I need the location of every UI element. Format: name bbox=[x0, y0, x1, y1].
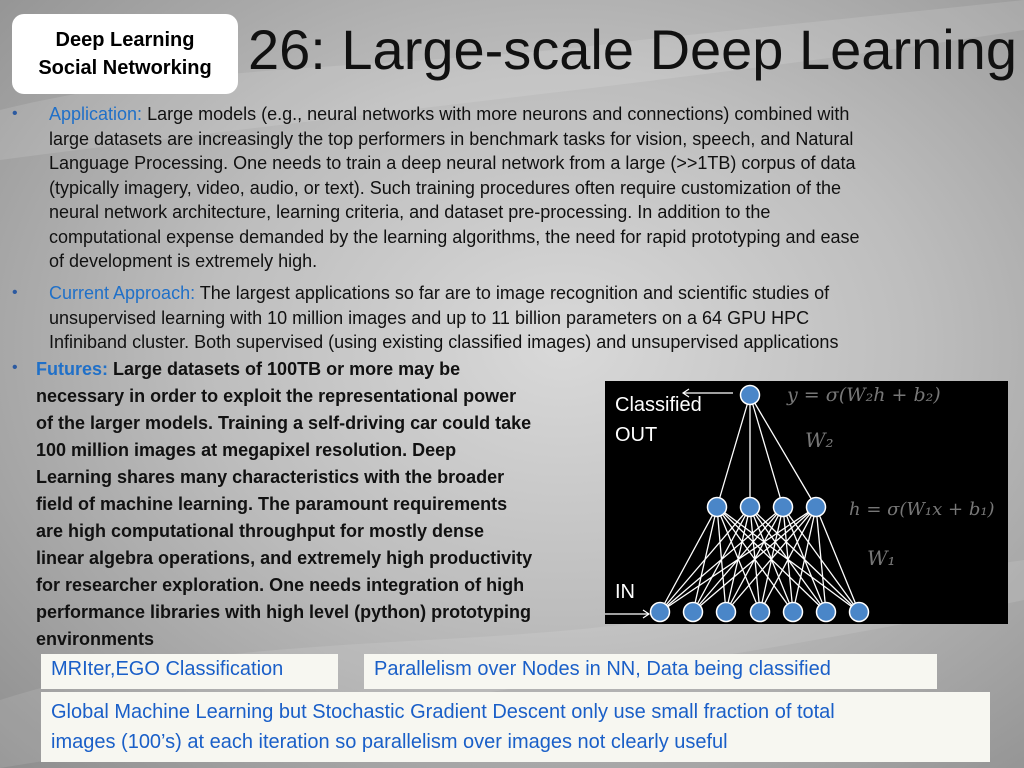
futures-bullet bbox=[36, 356, 606, 653]
current-line-3: Infiniband cluster. Both supervised (using existing classified images) and unsupervised applications bbox=[49, 332, 839, 352]
nn-connection bbox=[750, 395, 783, 507]
current-approach-label: Current Approach: bbox=[49, 283, 196, 303]
nn-connection bbox=[750, 507, 859, 612]
futures-line-3: of the larger models. Training a self-driving car could take bbox=[36, 413, 532, 433]
futures-line-8: linear algebra operations, and extremely high productivity bbox=[36, 548, 533, 568]
output-node bbox=[741, 386, 760, 405]
hidden-node bbox=[807, 498, 826, 517]
application-line-7: of development is extremely high. bbox=[49, 251, 318, 271]
futures-line-10: performance libraries with high level (python) prototyping bbox=[36, 602, 532, 622]
application-label: Application: bbox=[49, 104, 143, 124]
input-node bbox=[751, 603, 770, 622]
nn-connection bbox=[660, 507, 717, 612]
weight-w2-label: W₂ bbox=[805, 428, 834, 452]
badge-line-1: Deep Learning bbox=[55, 29, 195, 51]
hidden-node bbox=[774, 498, 793, 517]
futures-line-9: for researcher exploration. One needs integration of high bbox=[36, 575, 525, 595]
application-line-3: Language Processing. One needs to train a deep neural network from a large (>>1TB) corpus of data bbox=[49, 153, 856, 173]
input-node bbox=[784, 603, 803, 622]
weight-w1-label: W₁ bbox=[867, 546, 896, 570]
equation-output: y = σ(W₂h + b₂) bbox=[787, 384, 941, 406]
classified-out-label: Classified OUT bbox=[615, 394, 702, 446]
nn-connection bbox=[693, 507, 717, 612]
application-line-5: neural network architecture, learning criteria, and dataset pre-processing. In addition to the bbox=[49, 202, 771, 222]
input-node bbox=[717, 603, 736, 622]
input-node bbox=[850, 603, 869, 622]
futures-line-5: Learning shares many characteristics with the broader bbox=[36, 467, 505, 487]
nn-connection bbox=[717, 507, 826, 612]
bullet-dot: • bbox=[12, 284, 18, 301]
application-line-4: (typically imagery, video, audio, or text). Such training procedures often require customization of the bbox=[49, 177, 842, 198]
futures-line-7: are high computational throughput for mostly dense bbox=[36, 521, 485, 541]
futures-line-11: environments bbox=[36, 629, 155, 649]
nn-connection bbox=[717, 395, 750, 507]
parallelism-box: Parallelism over Nodes in NN, Data being classified bbox=[364, 654, 937, 689]
global-ml-line-1: Global Machine Learning but Stochastic Gradient Descent only use small fraction of total bbox=[51, 701, 835, 723]
mriter-ego-box: MRIter,EGO Classification bbox=[41, 654, 338, 689]
futures-line-4: 100 million images at megapixel resolution. Deep bbox=[36, 440, 457, 460]
course-badge bbox=[12, 14, 238, 94]
slide-title: 26: Large-scale Deep Learning bbox=[248, 18, 1017, 81]
current-line-2: unsupervised learning with 10 million images and up to 11 billion parameters on a 64 GPU HPC bbox=[49, 307, 810, 328]
bullet-dot: • bbox=[12, 359, 18, 376]
application-line-1: Application: Large models (e.g., neural networks with more neurons and connections) combined with bbox=[49, 104, 850, 124]
hidden-node bbox=[708, 498, 727, 517]
nn-connection bbox=[717, 507, 793, 612]
nn-connection bbox=[717, 507, 726, 612]
application-line-2: large datasets are increasingly the top performers in benchmark tasks for vision, speech, and Natural bbox=[49, 128, 854, 149]
input-node bbox=[817, 603, 836, 622]
input-label: IN bbox=[615, 581, 635, 603]
badge-line-2: Social Networking bbox=[38, 57, 212, 79]
neural-network-diagram bbox=[605, 381, 1008, 624]
equation-hidden: h = σ(W₁x + b₁) bbox=[849, 499, 995, 520]
global-ml-box bbox=[41, 692, 990, 762]
futures-line-2: necessary in order to exploit the representational power bbox=[36, 386, 517, 406]
hidden-node bbox=[741, 498, 760, 517]
input-node bbox=[651, 603, 670, 622]
input-node bbox=[684, 603, 703, 622]
futures-label: Futures: bbox=[36, 359, 108, 379]
global-ml-line-2: images (100’s) at each iteration so parallelism over images not clearly useful bbox=[51, 731, 728, 753]
application-line-6: computational expense demanded by the learning algorithms, the need for rapid prototyping and ease bbox=[49, 226, 860, 247]
futures-line-1: Futures: Large datasets of 100TB or more may be bbox=[36, 359, 461, 379]
bullet-dot: • bbox=[12, 105, 18, 122]
futures-line-6: field of machine learning. The paramount requirements bbox=[36, 494, 508, 514]
nn-connection bbox=[783, 507, 859, 612]
current-line-1: Current Approach: The largest applications so far are to image recognition and scientific studies of bbox=[49, 283, 830, 303]
